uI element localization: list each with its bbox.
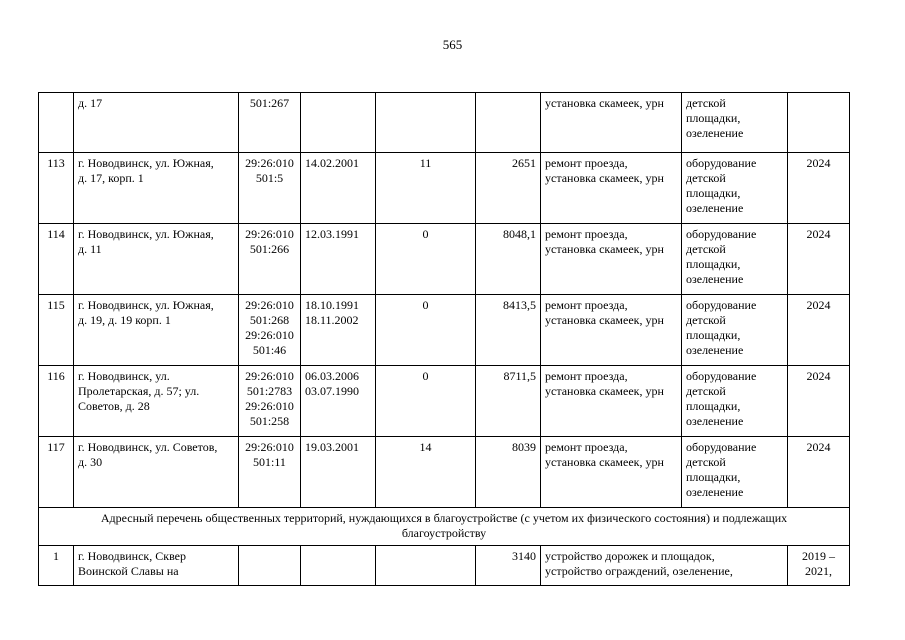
area-cell: 8048,1	[476, 224, 541, 295]
cadastral-number-cell-line: 501:46	[252, 343, 287, 357]
cadastral-number-cell-line: 29:26:010	[245, 227, 294, 241]
address-cell-line: д. 19, д. 19 корп. 1	[78, 313, 171, 327]
works-cell	[541, 366, 682, 437]
date-cell-line: 19.03.2001	[305, 440, 359, 454]
works-extra-cell-line: площадки,	[686, 470, 741, 484]
works-cell-line: ремонт проезда,	[545, 227, 628, 241]
cadastral-number-cell-line: 501:2783	[246, 384, 293, 398]
works-extra-cell-line: детской	[686, 171, 726, 185]
works-extra-cell-line: озеленение	[686, 343, 744, 357]
count-cell	[376, 546, 476, 586]
cadastral-number-cell	[239, 153, 301, 224]
date-cell-line: 18.11.2002	[305, 313, 359, 327]
date-cell	[301, 295, 376, 366]
cadastral-number-cell	[239, 93, 301, 153]
area-cell: 8039	[476, 437, 541, 508]
count-cell: 0	[376, 224, 476, 295]
year-cell-line: 2021,	[805, 564, 832, 578]
row-number	[39, 93, 74, 153]
count-cell	[376, 93, 476, 153]
address-cell	[74, 366, 239, 437]
table-body	[39, 93, 850, 586]
row-number: 115	[39, 295, 74, 366]
year-cell	[788, 295, 850, 366]
address-cell-line: Советов, д. 28	[78, 399, 150, 413]
year-cell-line: 2019 –	[802, 549, 835, 563]
year-cell	[788, 93, 850, 153]
works-extra-cell	[682, 295, 788, 366]
year-cell-line: 2024	[806, 440, 831, 454]
cadastral-number-cell-line: 501:11	[253, 455, 286, 469]
year-cell-line: 2024	[806, 369, 831, 383]
works-extra-cell-line: площадки,	[686, 186, 741, 200]
address-cell-line: Воинской Славы на	[78, 564, 179, 578]
works-extra-cell-line: детской	[686, 455, 726, 469]
works-extra-cell-line: детской	[686, 242, 726, 256]
table-row	[39, 224, 850, 295]
works-extra-cell-line: площадки,	[686, 111, 741, 125]
works-extra-cell-line: оборудование	[686, 440, 757, 454]
row-number: 113	[39, 153, 74, 224]
date-cell	[301, 366, 376, 437]
works-cell-line: установка скамеек, урн	[545, 96, 664, 110]
row-number: 116	[39, 366, 74, 437]
works-cell-line: установка скамеек, урн	[545, 313, 664, 327]
date-cell	[301, 224, 376, 295]
cadastral-number-cell	[239, 437, 301, 508]
works-cell-line: ремонт проезда,	[545, 298, 628, 312]
cadastral-number-cell-line: 29:26:010	[245, 440, 294, 454]
cadastral-number-cell-line: 501:266	[249, 242, 290, 256]
works-cell	[541, 295, 682, 366]
date-cell	[301, 153, 376, 224]
address-list-table	[38, 92, 850, 586]
count-cell: 0	[376, 295, 476, 366]
address-cell-line: Пролетарская, д. 57; ул.	[78, 384, 200, 398]
address-cell-line: г. Новодвинск, ул. Южная,	[78, 156, 214, 170]
area-cell: 3140	[476, 546, 541, 586]
table-row	[39, 366, 850, 437]
cadastral-number-cell-line: 501:267	[249, 96, 290, 110]
date-cell-line: 14.02.2001	[305, 156, 359, 170]
date-cell	[301, 546, 376, 586]
date-cell	[301, 437, 376, 508]
cadastral-number-cell-line: 501:268	[249, 313, 290, 327]
works-extra-cell-line: озеленение	[686, 414, 744, 428]
address-cell	[74, 153, 239, 224]
row-number: 114	[39, 224, 74, 295]
area-cell: 8711,5	[476, 366, 541, 437]
address-cell-line: г. Новодвинск, ул. Советов,	[78, 440, 218, 454]
works-cell	[541, 546, 788, 586]
works-extra-cell-line: озеленение	[686, 485, 744, 499]
works-cell-line: установка скамеек, урн	[545, 171, 664, 185]
table-row	[39, 437, 850, 508]
cadastral-number-cell-line: 29:26:010	[245, 298, 294, 312]
works-extra-cell-line: площадки,	[686, 399, 741, 413]
area-cell	[476, 93, 541, 153]
table-row	[39, 93, 850, 153]
works-cell-line: устройство дорожек и площадок,	[545, 549, 715, 563]
year-cell	[788, 437, 850, 508]
works-extra-cell-line: оборудование	[686, 369, 757, 383]
works-cell-line: ремонт проезда,	[545, 156, 628, 170]
count-cell: 14	[376, 437, 476, 508]
date-cell-line: 06.03.2006	[305, 369, 359, 383]
table-row	[39, 546, 850, 586]
cadastral-number-cell-line: 29:26:010	[245, 369, 294, 383]
section-heading-row	[39, 508, 850, 546]
works-cell-line: устройство ограждений, озеленение,	[545, 564, 733, 578]
count-cell: 0	[376, 366, 476, 437]
year-cell	[788, 366, 850, 437]
date-cell	[301, 93, 376, 153]
works-extra-cell-line: детской	[686, 384, 726, 398]
year-cell-line: 2024	[806, 156, 831, 170]
cadastral-number-cell-line: 29:26:010	[245, 399, 294, 413]
works-cell-line: ремонт проезда,	[545, 369, 628, 383]
address-cell-line: г. Новодвинск, ул. Южная,	[78, 298, 214, 312]
works-extra-cell-line: детской	[686, 313, 726, 327]
cadastral-number-cell	[239, 366, 301, 437]
section-heading-line: Адресный перечень общественных территорий, нуждающихся в благоустройстве (с учетом их физического состояния) и подлежащих	[100, 511, 788, 525]
works-extra-cell-line: оборудование	[686, 298, 757, 312]
works-extra-cell	[682, 437, 788, 508]
address-cell-line: г. Новодвинск, ул. Южная,	[78, 227, 214, 241]
cadastral-number-cell-line: 501:258	[249, 414, 290, 428]
cadastral-number-cell	[239, 224, 301, 295]
works-cell	[541, 153, 682, 224]
area-cell: 2651	[476, 153, 541, 224]
date-cell-line: 03.07.1990	[305, 384, 359, 398]
date-cell-line: 12.03.1991	[305, 227, 359, 241]
cadastral-number-cell-line: 29:26:010	[245, 328, 294, 342]
works-extra-cell-line: площадки,	[686, 257, 741, 271]
address-cell-line: д. 17	[78, 96, 103, 110]
address-cell-line: д. 30	[78, 455, 103, 469]
address-cell-line: г. Новодвинск, ул.	[78, 369, 170, 383]
area-cell: 8413,5	[476, 295, 541, 366]
works-extra-cell-line: площадки,	[686, 328, 741, 342]
row-number: 1	[39, 546, 74, 586]
table-row	[39, 295, 850, 366]
cadastral-number-cell	[239, 295, 301, 366]
year-cell-line: 2024	[806, 298, 831, 312]
year-cell	[788, 224, 850, 295]
works-extra-cell-line: озеленение	[686, 126, 744, 140]
year-cell	[788, 153, 850, 224]
address-cell	[74, 295, 239, 366]
works-cell-line: установка скамеек, урн	[545, 242, 664, 256]
address-cell-line: д. 17, корп. 1	[78, 171, 144, 185]
cadastral-number-cell-line: 29:26:010	[245, 156, 294, 170]
address-cell	[74, 93, 239, 153]
year-cell-line: 2024	[806, 227, 831, 241]
works-cell	[541, 224, 682, 295]
section-heading	[39, 508, 850, 546]
works-extra-cell-line: детской	[686, 96, 726, 110]
works-extra-cell	[682, 224, 788, 295]
page-number: 565	[442, 37, 463, 52]
table-row	[39, 153, 850, 224]
address-cell-line: д. 11	[78, 242, 102, 256]
works-cell-line: ремонт проезда,	[545, 440, 628, 454]
address-cell	[74, 437, 239, 508]
works-extra-cell-line: озеленение	[686, 272, 744, 286]
works-cell-line: установка скамеек, урн	[545, 455, 664, 469]
works-extra-cell-line: озеленение	[686, 201, 744, 215]
works-extra-cell-line: оборудование	[686, 156, 757, 170]
address-cell-line: г. Новодвинск, Сквер	[78, 549, 186, 563]
works-extra-cell	[682, 366, 788, 437]
cadastral-number-cell-line: 501:5	[255, 171, 284, 185]
year-cell	[788, 546, 850, 586]
works-extra-cell	[682, 93, 788, 153]
works-cell	[541, 93, 682, 153]
works-cell	[541, 437, 682, 508]
section-heading-line: благоустройству	[401, 526, 487, 540]
works-extra-cell	[682, 153, 788, 224]
works-extra-cell-line: оборудование	[686, 227, 757, 241]
cadastral-number-cell	[239, 546, 301, 586]
address-cell	[74, 224, 239, 295]
row-number: 117	[39, 437, 74, 508]
date-cell-line: 18.10.1991	[305, 298, 359, 312]
count-cell: 11	[376, 153, 476, 224]
works-cell-line: установка скамеек, урн	[545, 384, 664, 398]
address-cell	[74, 546, 239, 586]
